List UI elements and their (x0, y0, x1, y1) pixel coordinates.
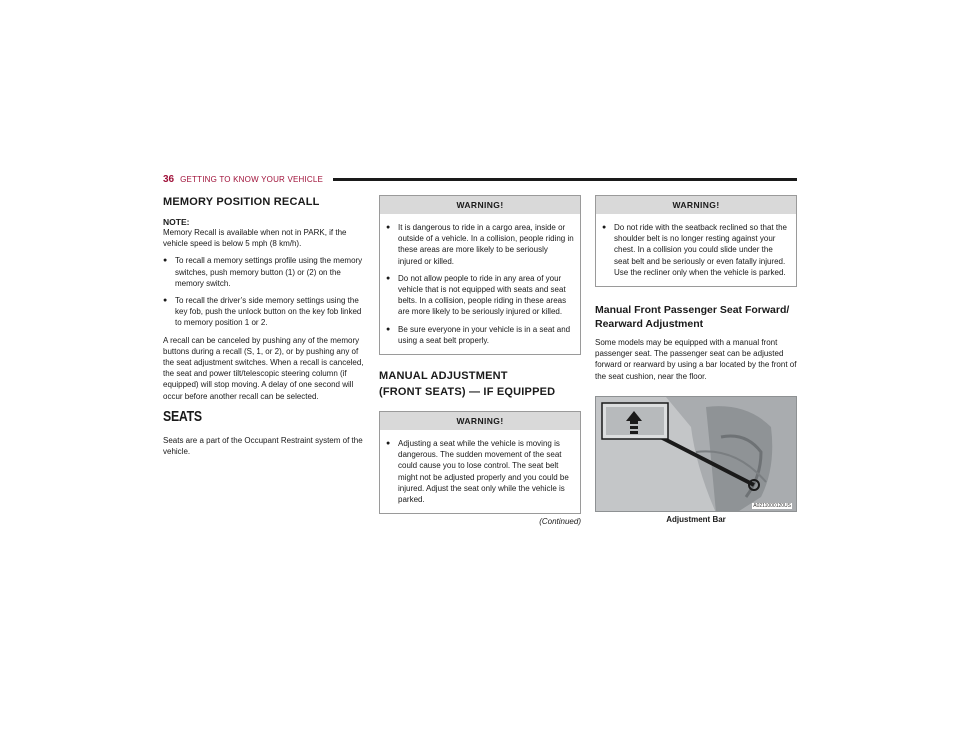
bullet-icon: ● (386, 440, 391, 448)
note-text: Memory Recall is available when not in PARK, if the vehicle speed is below 5 mph (8 km/h). (163, 228, 347, 249)
bullet-icon: ● (386, 274, 391, 282)
list-item: ● Do not ride with the seatback reclined so that the shoulder belt is no longer resting against your chest. In a collision you could slide under the seat belt and be seriously or even fatally injured. Use the recliner only when the vehicle is parked. (602, 223, 787, 277)
warning-box (379, 195, 581, 355)
list-item: ● It is dangerous to ride in a cargo area, inside or outside of a vehicle. In a collision, people riding in these areas are more likely to be seriously injured or killed. (386, 223, 574, 266)
column-left (163, 195, 365, 463)
list-item: ● Adjusting a seat while the vehicle is moving is dangerous. The sudden movement of the seat could cause you to lose control. The seat belt might not be adjusted properly and you could be injured. Adjust the seat only while the vehicle is parked. (386, 439, 569, 505)
warning-header: WARNING! (380, 412, 580, 430)
page-header (163, 172, 797, 186)
manual-adjustment-heading: MANUAL ADJUSTMENT (379, 370, 508, 383)
list-item: ● Do not allow people to ride in any area of your vehicle that is not equipped with seats and seat belts. In a collision, people riding in these areas are more likely to be seriously injured or killed. (386, 273, 567, 317)
continued-label: (Continued) (539, 517, 581, 527)
column-right (595, 195, 797, 524)
bullet-icon: ● (386, 224, 391, 231)
seat-illustration (596, 397, 797, 512)
warning-box (595, 195, 797, 287)
figure-code: A0211000120US (753, 502, 791, 509)
list-item: ● To recall the driver’s side memory settings using the key fob, push the unlock button on the key fob linked to memory position 1 or 2. (163, 296, 362, 328)
bullet-icon: ● (163, 257, 168, 265)
seats-title: SEATS (163, 407, 202, 425)
warning-header: WARNING! (596, 196, 796, 214)
adjustment-bar-figure (595, 396, 797, 512)
warning-header: WARNING! (380, 196, 580, 214)
bullet-icon: ● (163, 297, 168, 305)
list-item: ● To recall a memory settings profile using the memory switches, push memory button (1) or (2) on the memory switch. (163, 256, 363, 288)
figure-caption: Adjustment Bar (666, 514, 726, 524)
passenger-seat-heading: Manual Front Passenger Seat Forward/ Rearward Adjustment (595, 304, 790, 331)
memory-recall-heading: MEMORY POSITION RECALL (163, 196, 320, 208)
page-number: 36 (163, 173, 175, 185)
note-label: NOTE: (163, 217, 190, 227)
list-item: ● Be sure everyone in your vehicle is in a seat and using a seat belt properly. (386, 324, 571, 345)
recall-cancel-paragraph: A recall can be canceled by pushing any of the memory buttons during a recall (S, 1, or 2), or by pushing any of the seat adjustment switches. When a recall is canceled, the seat and power tilt/telescopic steering column (if equipped) will stop moving. A delay of one second will occur before another recall can be selected. (163, 335, 364, 401)
bullet-icon: ● (386, 325, 391, 333)
section-title: GETTING TO KNOW YOUR VEHICLE (180, 174, 324, 184)
warning-box (379, 411, 581, 514)
column-middle (379, 195, 581, 526)
seats-text: Seats are a part of the Occupant Restraint system of the vehicle. (163, 435, 363, 457)
bullet-icon: ● (602, 224, 607, 231)
manual-adjustment-subheading: (FRONT SEATS) — IF EQUIPPED (379, 386, 556, 399)
passenger-seat-paragraph: Some models may be equipped with a manual front passenger seat. The passenger seat can be adjusted forward or rearward by using a bar located by the front of the seat cushion, near the floor. (595, 338, 797, 381)
header-rule (333, 178, 797, 181)
